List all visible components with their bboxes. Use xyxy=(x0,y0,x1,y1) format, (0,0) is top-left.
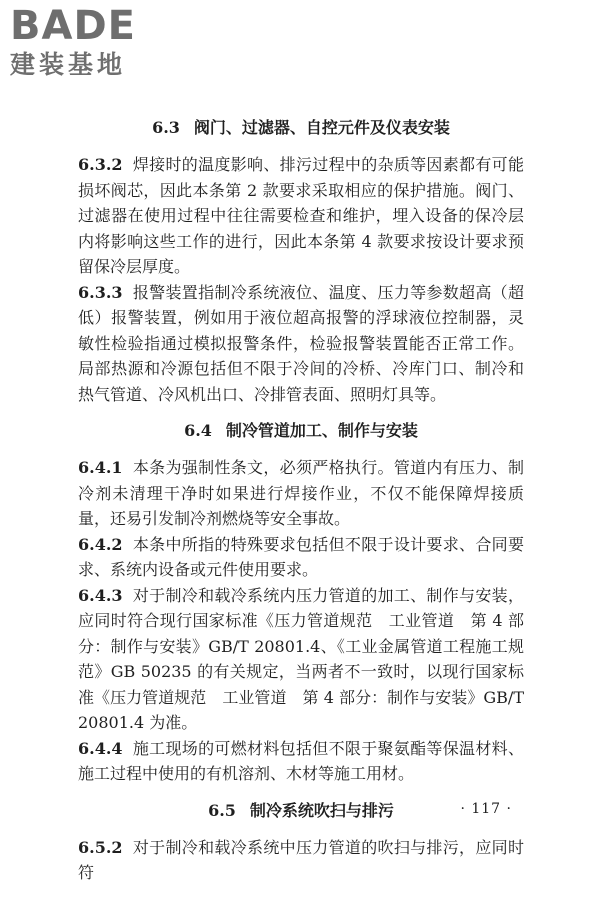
clause-number: 6.4.3 xyxy=(78,585,123,605)
section-heading-6-3 xyxy=(78,116,524,140)
clause-number: 6.4.1 xyxy=(78,458,123,477)
clause-number: 6.3.2 xyxy=(78,155,123,174)
page-number: · 117 · xyxy=(460,801,512,817)
clause-text: 焊接时的温度影响、排污过程中的杂质等因素都有可能损坏阀芯，因此本条第 2 款要求采取相应的保护措施。阀门、过滤器在使用过程中往往需要检查和维护，埋入设备的保冷层内将影响这些工作的进行，因此本条第 4 款要求按设计要求预留保冷层厚度。 xyxy=(78,155,524,276)
clause-text: 施工现场的可燃材料包括但不限于聚氨酯等保温材料、施工过程中使用的有机溶剂、木材等施工用材。 xyxy=(78,738,524,783)
clause-number: 6.4.4 xyxy=(78,738,123,758)
section-title: 阀门、过滤器、自控元件及仪表安装 xyxy=(193,118,450,137)
section-number: 6.4 xyxy=(184,421,212,440)
bade-logo xyxy=(10,4,180,86)
clause-text: 本条中所指的特殊要求包括但不限于设计要求、合同要求、系统内设备或元件使用要求。 xyxy=(78,534,524,579)
logo-wordmark: BADE xyxy=(10,3,136,49)
clause-6-4-4 xyxy=(78,736,524,787)
clause-6-4-1 xyxy=(78,455,524,532)
clause-number: 6.3.3 xyxy=(78,282,123,302)
clause-text: 本条为强制性条文，必须严格执行。管道内有压力、制冷剂未清理干净时如果进行焊接作业，不仅不能保障焊接质量，还易引发制冷剂燃烧等安全事故。 xyxy=(78,458,524,528)
section-heading-6-4 xyxy=(78,419,524,443)
section-number: 6.5 xyxy=(208,800,236,820)
clause-6-5-2 xyxy=(78,835,524,886)
section-title: 制冷管道加工、制作与安装 xyxy=(225,421,418,440)
section-heading-6-5 xyxy=(78,799,524,823)
page-content xyxy=(78,116,524,886)
clause-text: 报警装置指制冷系统液位、温度、压力等参数超高（超低）报警装置，例如用于液位超高报警的浮球液位控制器，灵敏性检验指通过模拟报警条件，检验报警装置能否正常工作。局部热源和冷源包括但不限于冷间的冷桥、冷库门口、制冷和热气管道、冷风机出口、冷排管表面、照明灯具等。 xyxy=(78,282,524,404)
clause-6-4-3 xyxy=(78,583,524,736)
clause-number: 6.4.2 xyxy=(78,534,123,554)
logo-subtitle: 建装基地 xyxy=(10,50,127,79)
clause-6-4-2 xyxy=(78,532,524,583)
clause-6-3-2 xyxy=(78,152,524,280)
section-title: 制冷系统吹扫与排污 xyxy=(249,800,394,820)
clause-6-3-3 xyxy=(78,280,524,408)
clause-text: 对于制冷和载冷系统内压力管道的加工、制作与安装，应同时符合现行国家标准《压力管道规范 工业管道 第 4 部分：制作与安装》GB/T 20801.4、《工业金属管道工程施工规范》GB 50235 的有关规定，当两者不一致时，以现行国家标准《压力管道规范 工业管道 第 4 部分：制作与安装》GB/T 20801.4 为准。 xyxy=(78,585,524,732)
clause-text: 对于制冷和载冷系统中压力管道的吹扫与排污，应同时符 xyxy=(78,837,524,882)
clause-number: 6.5.2 xyxy=(78,837,123,857)
section-number: 6.3 xyxy=(152,118,180,137)
